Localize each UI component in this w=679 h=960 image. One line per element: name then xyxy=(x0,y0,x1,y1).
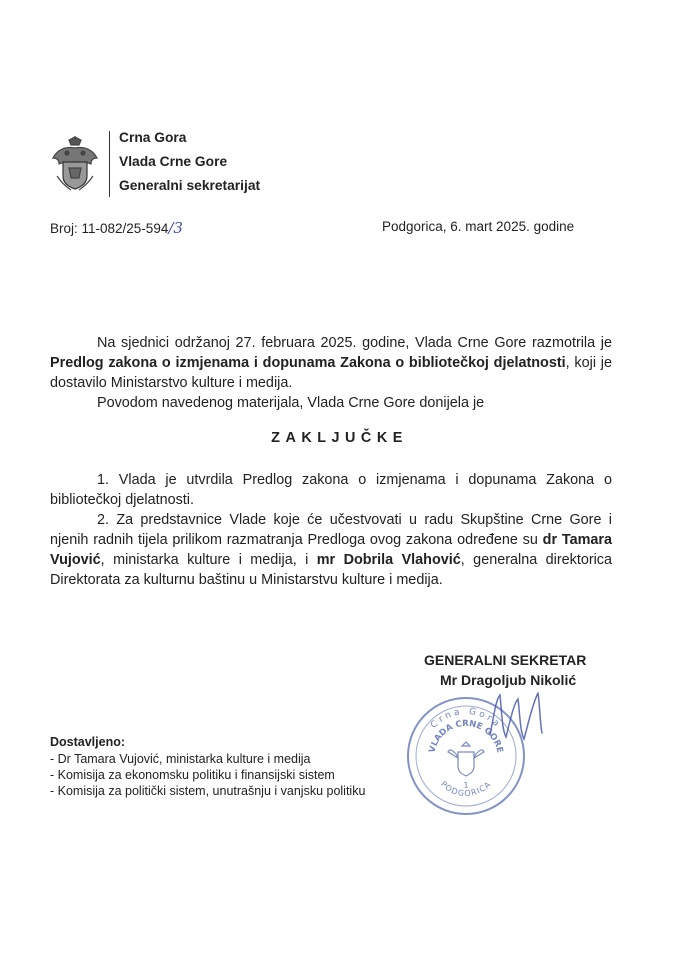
representative-1: dr Tamara Vujović xyxy=(50,532,612,568)
document-number xyxy=(50,219,183,237)
conclusions-heading: ZAKLJUČKE xyxy=(271,430,408,446)
handwritten-signature xyxy=(480,685,550,745)
coat-of-arms-icon xyxy=(49,136,101,192)
decision-intro: Povodom navedenog materijala, Vlada Crne Gore donijela je xyxy=(97,395,485,411)
signatory-name: Mr Dragoljub Nikolić xyxy=(440,672,577,688)
stamp-number: 1 xyxy=(463,781,469,790)
stamp-city: PODGORICA xyxy=(438,779,494,799)
office-name: Generalni sekretarijat xyxy=(119,178,261,193)
list-item: - Komisija za politički sistem, unutrašnju i vanjsku politiku xyxy=(50,784,366,798)
distribution-list xyxy=(50,751,365,799)
government-name: Vlada Crne Gore xyxy=(119,154,228,169)
handwritten-suffix: /3 xyxy=(168,219,183,237)
stamp-middle-text: VLADA CRNE GORE xyxy=(427,718,505,754)
representative-2: mr Dobrila Vlahović xyxy=(316,552,461,568)
place-date: Podgorica, 6. mart 2025. godine xyxy=(382,219,575,234)
list-item: - Komisija za ekonomsku politiku i finansijski sistem xyxy=(50,768,335,782)
country-name: Crna Gora xyxy=(119,130,187,145)
document-number-text: Broj: 11-082/25-594 xyxy=(50,221,169,236)
stamp-top-text: Crna Gora xyxy=(429,706,504,731)
bill-title: Predlog zakona o izmjenama i dopunama Zakona o bibliotečkoj djelatnosti xyxy=(50,355,566,371)
distribution-title: Dostavljeno: xyxy=(50,735,126,749)
conclusions-list xyxy=(50,470,612,590)
stamp-emblem-icon xyxy=(448,742,484,776)
conclusion-1: 1. Vlada je utvrdila Predlog zakona o izmjenama i dopunama Zakona o bibliotečkoj djelatnosti. xyxy=(50,472,612,508)
list-item: - Dr Tamara Vujović, ministarka kulture i medija xyxy=(50,752,311,766)
letterhead xyxy=(49,128,309,198)
intro-text xyxy=(50,333,612,413)
signatory-title: GENERALNI SEKRETAR xyxy=(424,652,587,668)
intro-paragraph: Na sjednici održanoj 27. februara 2025. godine, Vlada Crne Gore razmotrila je Predlog zakona o izmjenama i dopunama Zakona o bibliotečkoj djelatnosti, koji je dostavilo Ministarstvo kulture i medija. xyxy=(50,335,612,391)
header-divider xyxy=(109,131,110,197)
conclusion-2: 2. Za predstavnice Vlade koje će učestvovati u radu Skupštine Crne Gore i njenih radnih tijela prilikom razmatranja Predloga ovog zakona određene su dr Tamara Vujović, ministarka kulture i medija, i mr Dobrila Vlahović, generalna direktorica Direktorata za kulturnu baštinu u Ministarstvu kulture i medija. xyxy=(50,512,613,588)
